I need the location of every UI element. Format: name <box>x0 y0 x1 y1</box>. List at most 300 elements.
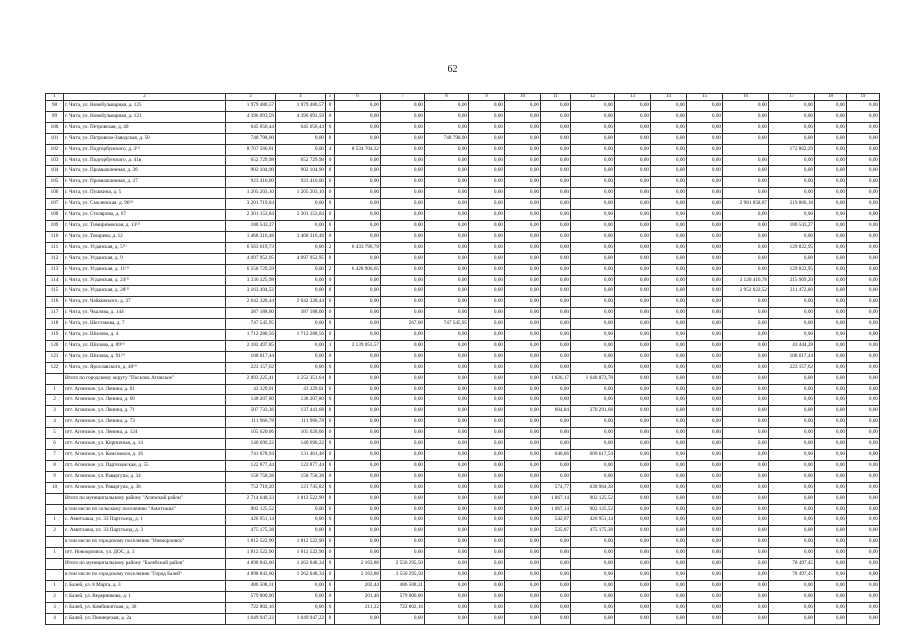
value-cell: 0,00 <box>335 450 381 461</box>
value-cell: 0 <box>326 275 335 286</box>
value-cell: 0,00 <box>769 548 815 559</box>
value-cell: 0,00 <box>769 613 815 624</box>
value-cell: 0 <box>326 199 335 210</box>
value-cell: 0,00 <box>847 308 880 319</box>
row-number-cell: 109 <box>46 220 64 231</box>
value-cell: 267,00 <box>381 319 425 330</box>
value-cell: 741 078,94 <box>226 450 276 461</box>
value-cell: 0,00 <box>687 264 723 275</box>
value-cell: 0,00 <box>571 220 615 231</box>
value-cell: 0,00 <box>505 439 541 450</box>
value-cell: 0,00 <box>769 482 815 493</box>
value-cell: 108 017,44 <box>769 351 815 362</box>
address-cell: пгт. Агинское, ул. Ленина, д. 69 <box>64 395 226 406</box>
value-cell: 0,00 <box>541 297 571 308</box>
value-cell: 0,00 <box>276 319 326 330</box>
value-cell: 0 <box>326 548 335 559</box>
value-cell: 0,00 <box>541 286 571 297</box>
value-cell: 0,00 <box>687 166 723 177</box>
value-cell: 0,00 <box>815 460 847 471</box>
value-cell: 0,00 <box>847 177 880 188</box>
value-cell: 0,00 <box>723 166 769 177</box>
value-cell: 0,00 <box>687 133 723 144</box>
column-header: 5 <box>326 94 335 101</box>
value-cell: 0,00 <box>469 242 505 253</box>
column-header: 8 <box>425 94 469 101</box>
value-cell: 0,00 <box>335 111 381 122</box>
address-cell: г. Чита, ул. Новобульварная, д. 125 <box>64 101 226 112</box>
value-cell: 0,00 <box>469 188 505 199</box>
value-cell: 0,00 <box>425 199 469 210</box>
value-cell: 0,00 <box>651 351 687 362</box>
value-cell: 0,00 <box>723 406 769 417</box>
value-cell: 0,00 <box>651 428 687 439</box>
table-row <box>46 526 880 537</box>
value-cell: 0,00 <box>723 613 769 624</box>
value-cell: 0,00 <box>425 515 469 526</box>
value-cell: 0,00 <box>571 264 615 275</box>
value-cell: 2 182 497,85 <box>226 340 276 351</box>
value-cell: 1 067,14 <box>541 504 571 515</box>
value-cell: 748 798,00 <box>226 133 276 144</box>
value-cell: 0,00 <box>769 101 815 112</box>
row-number-cell: 117 <box>46 308 64 319</box>
value-cell: 0,00 <box>651 264 687 275</box>
value-cell: 0,00 <box>815 231 847 242</box>
table-row <box>46 308 880 319</box>
value-cell: 0,00 <box>469 199 505 210</box>
value-cell: 630 964,38 <box>571 482 615 493</box>
value-cell: 0,00 <box>815 155 847 166</box>
value-cell: 0 <box>326 504 335 515</box>
value-cell: 0,00 <box>381 155 425 166</box>
value-cell: 138 207,80 <box>276 395 326 406</box>
column-header: 15 <box>687 94 723 101</box>
value-cell: 0,00 <box>847 471 880 482</box>
address-cell: г. Чита, ул. Столярова, д. 67 <box>64 210 226 221</box>
value-cell: 0,00 <box>335 406 381 417</box>
value-cell: 0 <box>326 155 335 166</box>
value-cell: 122 877,44 <box>226 460 276 471</box>
value-cell: 121 745,82 <box>276 482 326 493</box>
value-cell: 0,00 <box>847 362 880 373</box>
value-cell: 0,00 <box>469 155 505 166</box>
value-cell: 0,00 <box>276 286 326 297</box>
value-cell: 0,00 <box>571 155 615 166</box>
value-cell: 0,00 <box>815 504 847 515</box>
value-cell: 574,77 <box>541 482 571 493</box>
value-cell: 0 <box>326 439 335 450</box>
table-row <box>46 319 880 330</box>
value-cell: 0,00 <box>276 144 326 155</box>
value-cell: 0,00 <box>425 460 469 471</box>
row-number-cell: 6 <box>46 439 64 450</box>
value-cell: 0,00 <box>769 493 815 504</box>
value-cell: 0,00 <box>815 253 847 264</box>
value-cell: 0,00 <box>723 308 769 319</box>
value-cell: 0,00 <box>505 526 541 537</box>
value-cell: 0,00 <box>469 308 505 319</box>
value-cell: 0,00 <box>651 122 687 133</box>
value-cell: 747 545,95 <box>425 319 469 330</box>
value-cell: 0,00 <box>505 493 541 504</box>
value-cell: 0,00 <box>615 482 651 493</box>
value-cell: 6 433 796,78 <box>335 242 381 253</box>
value-cell: 0,00 <box>541 122 571 133</box>
value-cell: 0,00 <box>815 417 847 428</box>
value-cell: 0,00 <box>687 210 723 221</box>
value-cell: 4 396 093,59 <box>276 111 326 122</box>
value-cell: 0,00 <box>615 373 651 384</box>
value-cell: 0,00 <box>769 177 815 188</box>
value-cell: 0,00 <box>381 101 425 112</box>
value-cell: 0,00 <box>615 144 651 155</box>
value-cell: 0,00 <box>687 395 723 406</box>
value-cell: 0 <box>326 460 335 471</box>
value-cell: 1 826,17 <box>541 373 571 384</box>
value-cell: 0,00 <box>381 166 425 177</box>
value-cell: 0,00 <box>505 101 541 112</box>
value-cell: 6 563 619,73 <box>226 242 276 253</box>
row-number-cell: 2 <box>46 395 64 406</box>
value-cell: 579 000,00 <box>381 591 425 602</box>
value-cell: 0,00 <box>541 460 571 471</box>
value-cell: 0,00 <box>381 264 425 275</box>
value-cell: 0,00 <box>687 602 723 613</box>
value-cell: 0,00 <box>381 308 425 319</box>
value-cell: 0,00 <box>505 111 541 122</box>
value-cell: 0,00 <box>723 220 769 231</box>
address-cell: г. Чита, ул. Ярославского, д. 40⁽¹⁾ <box>64 362 226 373</box>
value-cell: 0,00 <box>651 548 687 559</box>
row-number-cell: 115 <box>46 286 64 297</box>
row-number-cell <box>46 559 64 570</box>
value-cell: 0,00 <box>723 515 769 526</box>
table-row <box>46 384 880 395</box>
value-cell: 0,00 <box>469 362 505 373</box>
value-cell: 0,00 <box>541 319 571 330</box>
value-cell: 0,00 <box>651 515 687 526</box>
row-number-cell: 1 <box>46 580 64 591</box>
value-cell: 0,00 <box>847 504 880 515</box>
value-cell: 0,00 <box>615 122 651 133</box>
value-cell: 0,00 <box>505 177 541 188</box>
value-cell: 0,00 <box>425 111 469 122</box>
value-cell: 0,00 <box>335 308 381 319</box>
value-cell: 0,00 <box>723 384 769 395</box>
value-cell: 0,00 <box>335 515 381 526</box>
value-cell: 0,00 <box>723 122 769 133</box>
row-number-cell <box>46 504 64 515</box>
value-cell: 0,00 <box>847 253 880 264</box>
row-number-cell: 2 <box>46 526 64 537</box>
value-cell: 902 125,52 <box>226 504 276 515</box>
value-cell: 0,00 <box>505 504 541 515</box>
value-cell: 0,00 <box>335 330 381 341</box>
value-cell: 722 802,16 <box>226 602 276 613</box>
value-cell: 0,00 <box>847 395 880 406</box>
value-cell: 0,00 <box>276 340 326 351</box>
address-cell: Итого по муниципальному району "Агинский район" <box>64 493 226 504</box>
address-cell: пгт. Агинское, ул. Комсомола, д. 16 <box>64 450 226 461</box>
value-cell: 0,00 <box>847 450 880 461</box>
column-header: 13 <box>615 94 651 101</box>
value-cell: 0 <box>326 569 335 580</box>
value-cell: 0,00 <box>469 482 505 493</box>
value-cell: 1 812 522,90 <box>276 548 326 559</box>
value-cell: 0,00 <box>769 330 815 341</box>
value-cell: 0,00 <box>276 515 326 526</box>
value-cell: 0,00 <box>505 166 541 177</box>
value-cell: 0 <box>326 471 335 482</box>
value-cell: 0,00 <box>651 450 687 461</box>
value-cell: 0,00 <box>425 330 469 341</box>
value-cell: 0,00 <box>571 537 615 548</box>
address-cell: г. Балей, ул. Комбинатская, д. 36 <box>64 602 226 613</box>
row-number-cell: 106 <box>46 188 64 199</box>
value-cell: 507 733,36 <box>226 406 276 417</box>
row-number-cell <box>46 493 64 504</box>
value-cell: 0,00 <box>425 101 469 112</box>
value-cell: 8 534 704,32 <box>335 144 381 155</box>
value-cell: 0,00 <box>847 559 880 570</box>
value-cell: 0,00 <box>769 373 815 384</box>
value-cell: 0,00 <box>769 417 815 428</box>
value-cell: 0,00 <box>723 537 769 548</box>
value-cell: 0,00 <box>571 428 615 439</box>
row-number-cell: 107 <box>46 199 64 210</box>
value-cell: 0,00 <box>769 591 815 602</box>
value-cell: 0,00 <box>687 351 723 362</box>
value-cell: 0,00 <box>651 602 687 613</box>
value-cell: 0,00 <box>615 493 651 504</box>
value-cell: 202,44 <box>335 580 381 591</box>
value-cell: 0,00 <box>723 460 769 471</box>
value-cell: 0,00 <box>571 231 615 242</box>
value-cell: 0 <box>326 482 335 493</box>
value-cell: 0,00 <box>541 155 571 166</box>
value-cell: 0,00 <box>651 362 687 373</box>
value-cell: 0,00 <box>723 580 769 591</box>
value-cell: 0,00 <box>469 144 505 155</box>
value-cell: 0,00 <box>815 177 847 188</box>
value-cell: 0,00 <box>571 144 615 155</box>
value-cell: 158 758,38 <box>276 471 326 482</box>
value-cell: 0,00 <box>469 548 505 559</box>
value-cell: 645 056,44 <box>276 122 326 133</box>
value-cell: 0,00 <box>815 210 847 221</box>
value-cell: 0,00 <box>425 471 469 482</box>
address-cell: г. Чита, ул. Чайковского, д. 37 <box>64 297 226 308</box>
value-cell: 0,00 <box>815 362 847 373</box>
value-cell: 0,00 <box>651 591 687 602</box>
column-header: 18 <box>815 94 847 101</box>
value-cell: 0,00 <box>469 504 505 515</box>
value-cell: 0,00 <box>469 210 505 221</box>
value-cell: 0,00 <box>335 220 381 231</box>
value-cell: 0 <box>326 330 335 341</box>
row-number-cell <box>46 537 64 548</box>
value-cell: 525,07 <box>541 526 571 537</box>
value-cell: 0,00 <box>615 450 651 461</box>
value-cell: 0,00 <box>381 297 425 308</box>
value-cell: 0,00 <box>847 275 880 286</box>
value-cell: 0,00 <box>815 515 847 526</box>
value-cell: 0,00 <box>381 177 425 188</box>
value-cell: 0,00 <box>381 231 425 242</box>
value-cell: 0,00 <box>687 286 723 297</box>
value-cell: 1 812 522,90 <box>276 493 326 504</box>
table-row <box>46 493 880 504</box>
value-cell: 0,00 <box>381 133 425 144</box>
value-cell: 0,00 <box>615 166 651 177</box>
value-cell: 0,00 <box>723 504 769 515</box>
value-cell: 0,00 <box>615 428 651 439</box>
value-cell: 0,00 <box>276 133 326 144</box>
value-cell: 0,00 <box>847 264 880 275</box>
value-cell: 2 642 328,44 <box>276 297 326 308</box>
value-cell: 0,00 <box>769 602 815 613</box>
table-row <box>46 439 880 450</box>
value-cell: 0,00 <box>505 373 541 384</box>
row-number-cell: 1 <box>46 384 64 395</box>
value-cell: 1 468 316,48 <box>276 231 326 242</box>
value-cell: 0,00 <box>335 155 381 166</box>
value-cell: 1 979 480,57 <box>226 101 276 112</box>
address-cell: г. Чита, ул. Угданская, д. 28⁽¹⁾ <box>64 286 226 297</box>
value-cell: 0,00 <box>335 537 381 548</box>
value-cell: 0,00 <box>571 166 615 177</box>
value-cell: 609 617,54 <box>571 450 615 461</box>
value-cell: 0,00 <box>505 242 541 253</box>
value-cell: 158 758,38 <box>226 471 276 482</box>
value-cell: 486 508,31 <box>381 580 425 591</box>
row-number-cell: 1 <box>46 515 64 526</box>
value-cell: 0,00 <box>469 297 505 308</box>
value-cell: 0,00 <box>276 504 326 515</box>
value-cell: 0,00 <box>615 231 651 242</box>
value-cell: 8 707 566,61 <box>226 144 276 155</box>
value-cell: 0 <box>326 166 335 177</box>
column-header: 4 <box>276 94 326 101</box>
row-number-cell: 119 <box>46 330 64 341</box>
value-cell: 0,00 <box>505 406 541 417</box>
table-row <box>46 101 880 112</box>
value-cell: 0,00 <box>651 199 687 210</box>
value-cell: 0,00 <box>651 166 687 177</box>
table-row <box>46 275 880 286</box>
value-cell: 4 097 952,95 <box>276 253 326 264</box>
value-cell: 0,00 <box>615 504 651 515</box>
value-cell: 0,00 <box>381 613 425 624</box>
value-cell: 0,00 <box>815 144 847 155</box>
value-cell: 0,00 <box>615 188 651 199</box>
value-cell: 0,00 <box>615 439 651 450</box>
value-cell: 0,00 <box>505 253 541 264</box>
value-cell: 0,00 <box>425 482 469 493</box>
value-cell: 0,00 <box>505 471 541 482</box>
value-cell: 0,00 <box>847 482 880 493</box>
value-cell: 0,00 <box>847 548 880 559</box>
value-cell: 0,00 <box>651 580 687 591</box>
address-cell: Итого по муниципальному району "Балейский район" <box>64 559 226 570</box>
value-cell: 0,00 <box>381 340 425 351</box>
value-cell: 475 175,38 <box>571 526 615 537</box>
value-cell: 0,00 <box>469 559 505 570</box>
table-row <box>46 504 880 515</box>
value-cell: 0,00 <box>541 210 571 221</box>
value-cell: 0,00 <box>615 220 651 231</box>
value-cell: 0,00 <box>769 133 815 144</box>
value-cell: 0,00 <box>335 384 381 395</box>
value-cell: 0,00 <box>815 275 847 286</box>
value-cell: 0,00 <box>276 199 326 210</box>
value-cell: 0,00 <box>723 395 769 406</box>
value-cell: 0,00 <box>335 613 381 624</box>
value-cell: 0,00 <box>723 362 769 373</box>
value-cell: 0 <box>326 362 335 373</box>
value-cell: 1 712 288,56 <box>226 330 276 341</box>
value-cell: 0,00 <box>815 242 847 253</box>
value-cell: 0,00 <box>615 460 651 471</box>
value-cell: 0,00 <box>571 330 615 341</box>
value-cell: 0,00 <box>615 613 651 624</box>
table-row <box>46 155 880 166</box>
value-cell: 0,00 <box>541 428 571 439</box>
value-cell: 0,00 <box>651 101 687 112</box>
value-cell: 0,00 <box>687 220 723 231</box>
value-cell: 0,00 <box>571 580 615 591</box>
value-cell: 902 125,52 <box>571 493 615 504</box>
value-cell: 0,00 <box>469 384 505 395</box>
value-cell: 0,00 <box>615 242 651 253</box>
row-number-cell: 3 <box>46 602 64 613</box>
value-cell: 0,00 <box>469 166 505 177</box>
value-cell: 0,00 <box>335 275 381 286</box>
value-cell: 0,00 <box>541 395 571 406</box>
address-cell: г. Чита, ул. Угданская, д. 24⁽¹⁾ <box>64 275 226 286</box>
value-cell: 0,00 <box>425 580 469 591</box>
value-cell: 0,00 <box>381 122 425 133</box>
table-row <box>46 450 880 461</box>
value-cell: 0,00 <box>571 297 615 308</box>
table-row <box>46 395 880 406</box>
value-cell: 0 <box>326 133 335 144</box>
value-cell: 215 909,20 <box>769 275 815 286</box>
table-row <box>46 220 880 231</box>
value-cell: 0,00 <box>615 537 651 548</box>
value-cell: 0,00 <box>335 439 381 450</box>
value-cell: 387 188,00 <box>276 308 326 319</box>
table-row <box>46 286 880 297</box>
value-cell: 0,00 <box>335 417 381 428</box>
value-cell: 0,00 <box>651 210 687 221</box>
value-cell: 0,00 <box>847 460 880 471</box>
value-cell: 0 <box>326 297 335 308</box>
value-cell: 0,00 <box>651 373 687 384</box>
table-row <box>46 482 880 493</box>
value-cell: 0,00 <box>615 417 651 428</box>
value-cell: 0,00 <box>651 308 687 319</box>
value-cell: 43 329,01 <box>276 384 326 395</box>
value-cell: 0,00 <box>505 144 541 155</box>
value-cell: 0,00 <box>425 144 469 155</box>
column-header: 14 <box>651 94 687 101</box>
value-cell: 0,00 <box>687 144 723 155</box>
table-row <box>46 559 880 570</box>
value-cell: 0,00 <box>687 297 723 308</box>
value-cell: 0,00 <box>815 111 847 122</box>
